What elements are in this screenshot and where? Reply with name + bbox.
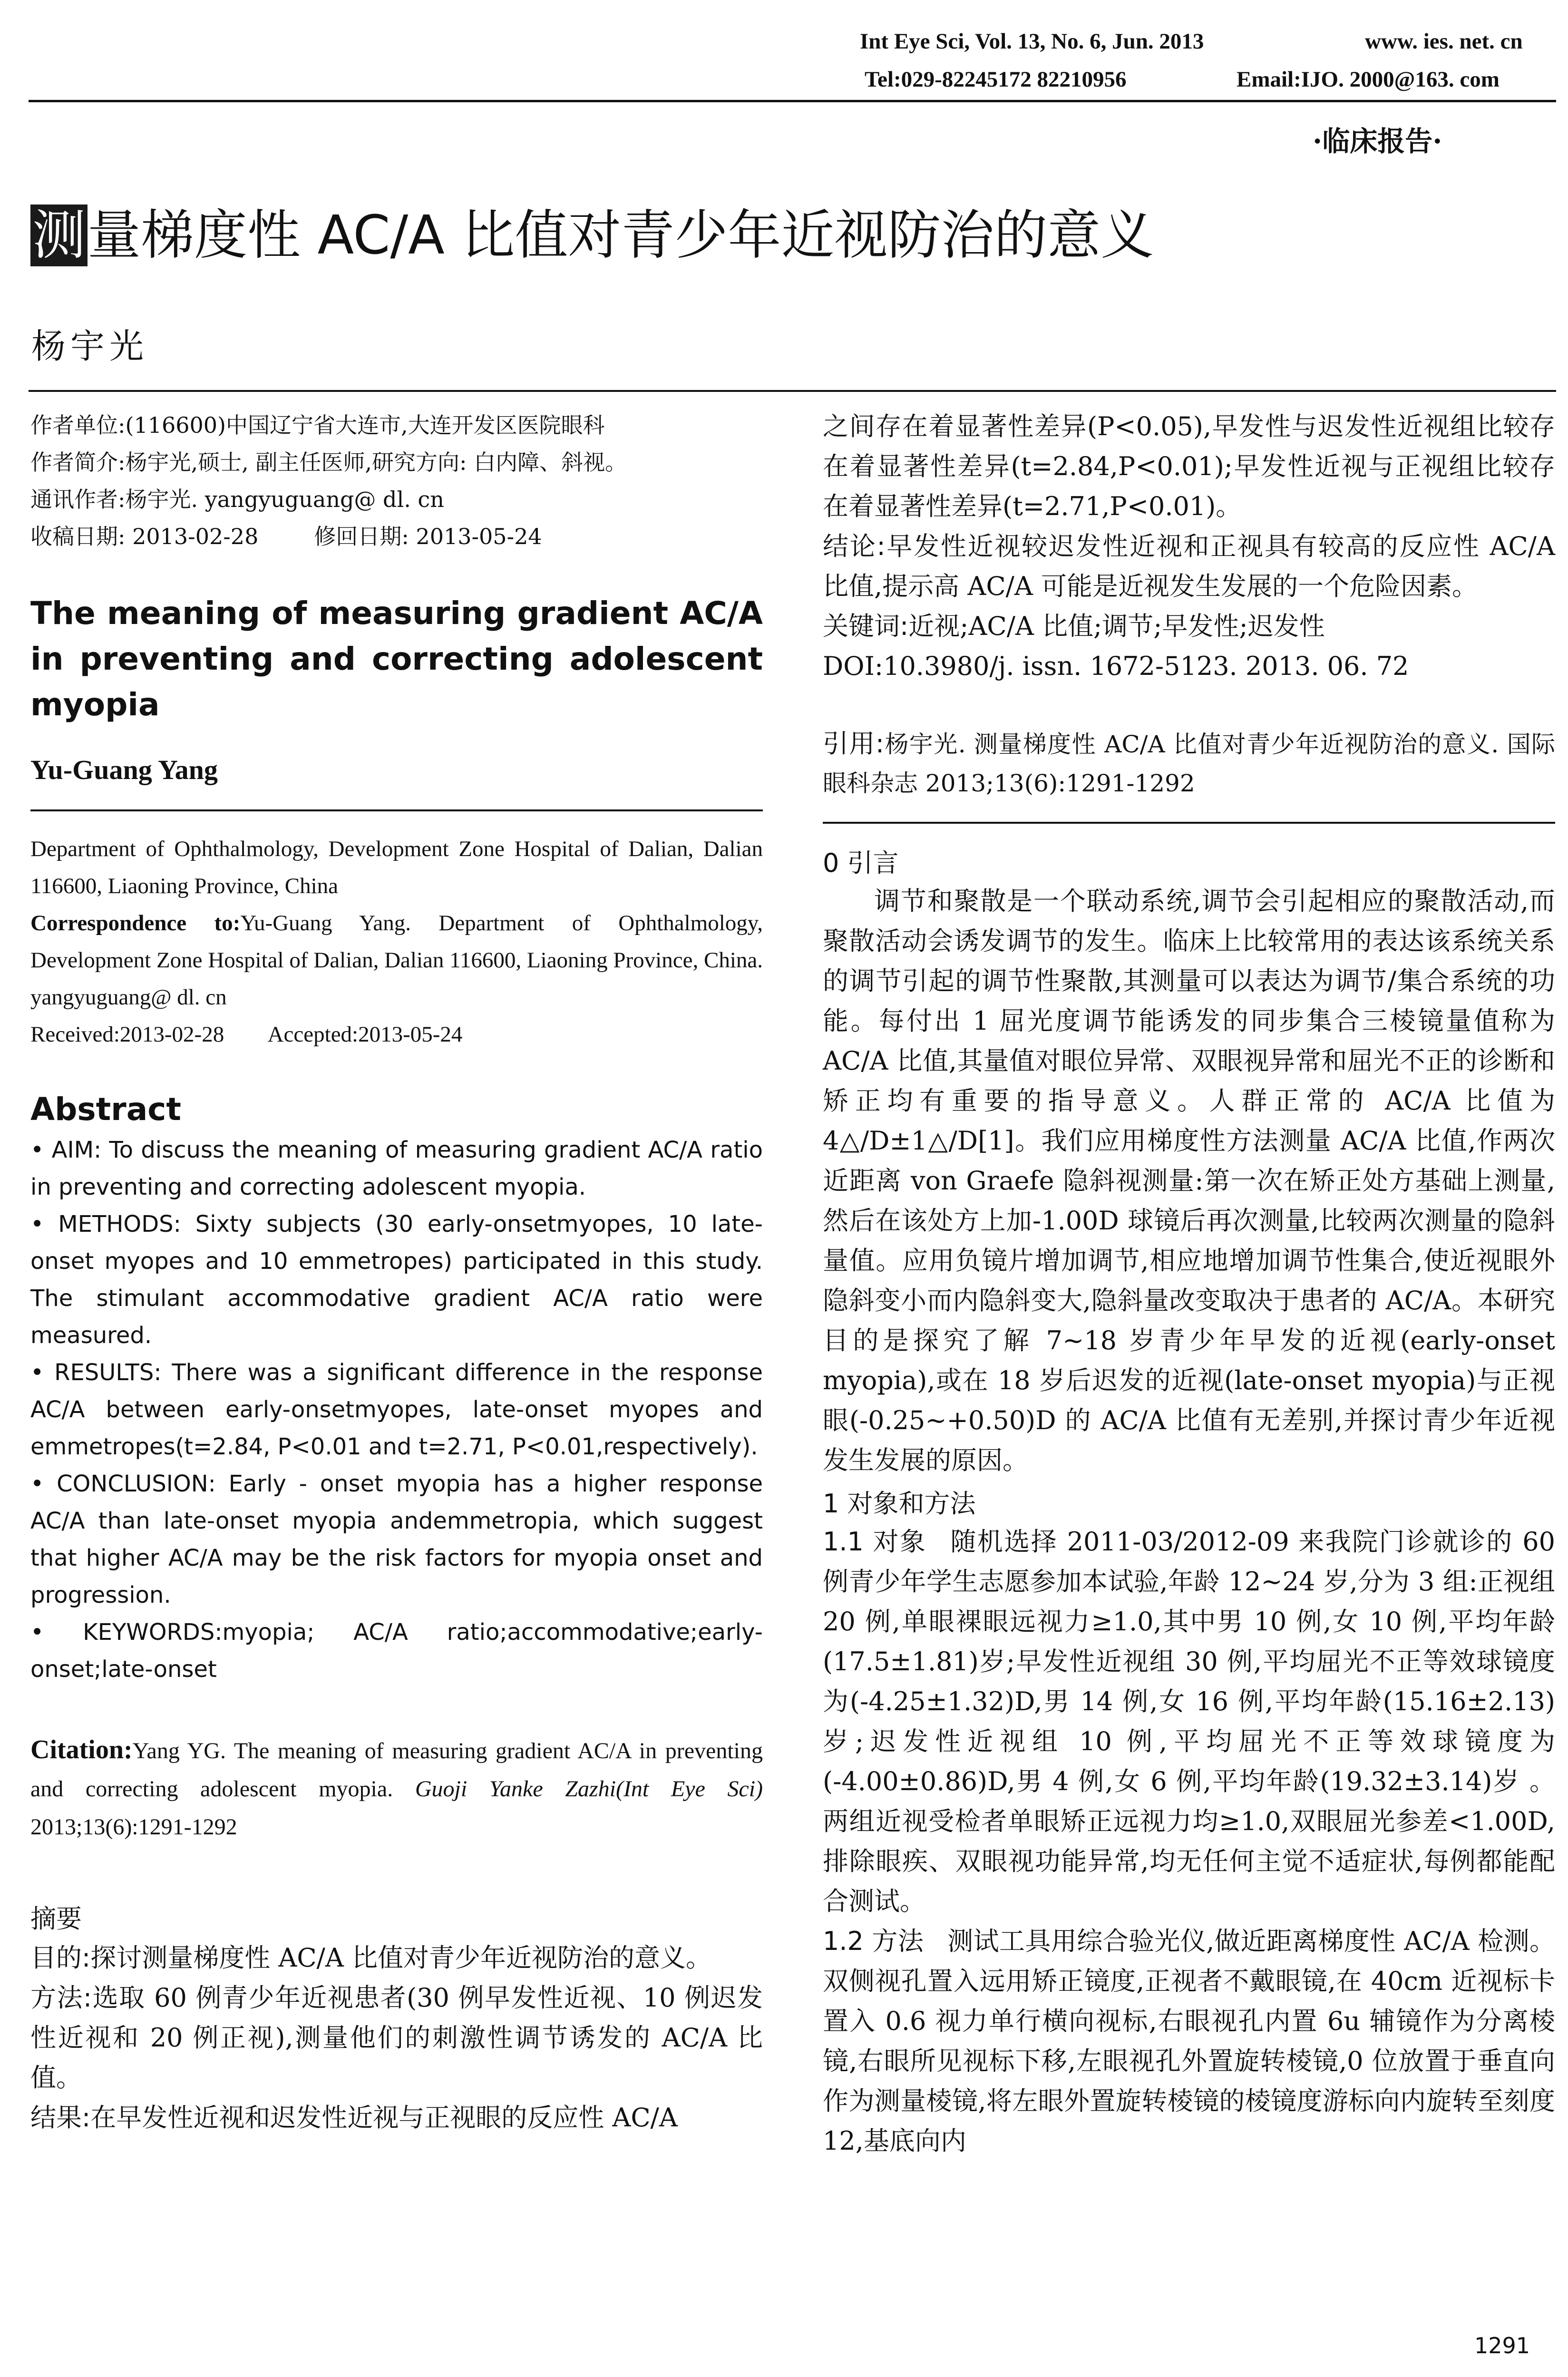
en-title: The meaning of measuring gradient AC/A in preventing and correcting adolescent myopia: [30, 595, 763, 723]
jielun-text: 早发性近视较迟发性近视和正视具有较高的反应性 AC/A 比值,提示高 AC/A 可能是近视发生发展的一个危险因素。: [823, 531, 1555, 601]
section-1-heading: 1 对象和方法: [823, 1489, 976, 1519]
journal-info: Int Eye Sci, Vol. 13, No. 6, Jun. 2013: [860, 29, 1204, 54]
en-author: Yu-Guang Yang: [30, 754, 218, 785]
sec12-text: 测试工具用综合验光仪,做近距离梯度性 AC/A 检测。双侧视孔置入远用矫正镜度,正视者不戴眼镜,在 40cm 近视标卡置入 0.6 视力单行横向视标,右眼视孔内置 6u 辅镜作为分离棱镜,右眼所见视标下移,左眼视孔外置旋转棱镜,0 位放置于垂直向作为测量棱镜,将左眼外置旋转棱镜的棱镜度游标向内旋转至刻度 12,基底向内: [823, 1926, 1556, 2156]
jieguo-label: 结果:: [30, 2103, 91, 2133]
citation-en: [30, 1731, 763, 1846]
affiliation-en: [30, 830, 763, 1053]
methods-paragraph: [823, 1921, 1555, 2161]
citation-journal: Guoji Yanke Zazhi(Int Eye Sci): [415, 1776, 763, 1802]
title-text: 量梯度性 AC/A 比值对青少年近视防治的意义: [88, 205, 1154, 266]
correspondence-en: [30, 905, 763, 1016]
mudi-text: 探讨测量梯度性 AC/A 比值对青少年近视防治的意义。: [90, 1943, 712, 1973]
abstract-results: • RESULTS: There was a significant difference in the response AC/A between early-onsetmyopes, late-onset myopes and emmetropes(t=2.84, P<0.01 and t=2.71, P<0.01,respectively).: [30, 1359, 763, 1460]
received-accepted: Received:2013-02-28 Accepted:2013-05-24: [30, 1022, 463, 1047]
yinyong-label: 引用:: [823, 729, 885, 759]
fangfa-text: 选取 60 例青少年近视患者(30 例早发性近视、10 例迟发性近视和 20 例正视),测量他们的刺激性调节诱发的 AC/A 比值。: [30, 1983, 763, 2093]
journal-email: Email:IJO. 2000@163. com: [1237, 67, 1500, 92]
yinyong-text: 杨宇光. 测量梯度性 AC/A 比值对青少年近视防治的意义. 国际眼科杂志 2013;13(6):1291-1292: [823, 731, 1555, 797]
right-column: [823, 407, 1555, 2161]
sec12-label: 1.2 方法: [823, 1926, 924, 1956]
jieguo-text: 在早发性近视和迟发性近视与正视眼的反应性 AC/A: [90, 2103, 678, 2133]
journal-website: www. ies. net. cn: [1365, 29, 1523, 54]
keywords-cn: [823, 606, 1555, 646]
mudi-label: 目的:: [30, 1943, 91, 1973]
jielun-label: 结论:: [823, 531, 886, 561]
author-rule: [29, 390, 1556, 392]
abstract-keywords: • KEYWORDS:myopia; AC/A ratio;accommodative;early-onset;late-onset: [30, 1619, 763, 1683]
citation-text: Yang YG. The meaning of measuring gradient AC/A in preventing and correcting adolescent myopia.: [30, 1738, 763, 1802]
zhaiyao-body: [30, 1938, 763, 2138]
subjects-paragraph: [823, 1522, 1555, 1921]
section-label: ·临床报告·: [1313, 125, 1442, 157]
left-column: [30, 407, 763, 2138]
intro-paragraph: 调节和聚散是一个联动系统,调节会引起相应的聚散活动,而聚散活动会诱发调节的发生。临床上比较常用的表达该系统关系的调节引起的调节性聚散,其测量可以表达为调节/集合系统的功能。每付出 1 屈光度调节能诱发的同步集合三棱镜量值称为 AC/A 比值,其量值对眼位异常、双眼视异常和屈光不正的诊断和矫正均有重要的指导意义。人群正常的 AC/A 比值为 4△/D±1△/D[1]。我们应用梯度性方法测量 AC/A 比值,作两次近距离 von Graefe 隐斜视测量:第一次在矫正处方基础上测量,然后在该处方上加-1.00D 球镜后再次测量,比较两次测量的隐斜量值。应用负镜片增加调节,相应地增加调节性集合,使近视眼外隐斜变小而内隐斜变大,隐斜量改变取决于患者的 AC/A。本研究目的是探究了解 7~18 岁青少年早发的近视(early-onset myopia),或在 18 岁后迟发的近视(late-onset myopia)与正视眼(-0.25~+0.50)D 的 AC/A 比值有无差别,并探讨青少年近视发生发展的原因。: [823, 886, 1555, 1475]
header-rule: [29, 100, 1556, 102]
page-number: 1291: [1474, 2333, 1530, 2358]
author-cn: 杨宇光: [31, 326, 149, 366]
fangfa-label: 方法:: [30, 1983, 92, 2013]
citation-tail: 2013;13(6):1291-1292: [30, 1814, 237, 1840]
abstract-body: [30, 1131, 763, 1688]
dates-cn: 收稿日期: 2013-02-28 修回日期: 2013-05-24: [30, 524, 542, 549]
abstract-conclusion: • CONCLUSION: Early - onset myopia has a higher response AC/A than late-onset myopia andemmetropia, which suggest that higher AC/A may be the risk factors for myopia onset and progression.: [30, 1471, 763, 1608]
sec11-text: 随机选择 2011-03/2012-09 来我院门诊就诊的 60 例青少年学生志愿参加本试验,年龄 12~24 岁,分为 3 组:正视组 20 例,单眼裸眼远视力≥1.0,其中男 10 例,女 10 例,平均年龄(17.5±1.81)岁;早发性近视组 30 例,平均屈光不正等效球镜度为(-4.25±1.32)D,男 14 例,女 16 例,平均年龄(15.16±2.13)岁;迟发性近视组 10 例,平均屈光不正等效球镜度为(-4.00±0.86)D,男 4 例,女 6 例,平均年龄(19.32±3.14)岁 。两组近视受检者单眼矫正远视力均≥1.0,双眼屈光参差<1.00D,排除眼疾、双眼视功能异常,均无任何主觉不适症状,每例都能配合测试。: [823, 1527, 1555, 1916]
citation-rule: [823, 822, 1555, 824]
keywords-text: 近视;AC/A 比值;调节;早发性;迟发性: [908, 611, 1325, 641]
correspondence-label: Correspondence to:: [30, 911, 241, 935]
abstract-methods: • METHODS: Sixty subjects (30 early-onsetmyopes, 10 late-onset myopes and 10 emmetropes) participated in this study. The stimulant accommodative gradient AC/A ratio were measured.: [30, 1211, 763, 1349]
sec11-label: 1.1 对象: [823, 1527, 927, 1557]
author-affiliation: 作者单位:(116600)中国辽宁省大连市,大连开发区医院眼科: [30, 412, 605, 438]
abstract-heading: Abstract: [30, 1091, 181, 1128]
author-info: [30, 407, 763, 555]
en-author-rule: [30, 809, 763, 811]
journal-tel: Tel:029-82245172 82210956: [865, 67, 1127, 92]
author-bio: 作者简介:杨宇光,硕士, 副主任医师,研究方向: 白内障、斜视。: [30, 449, 627, 475]
section-0-body: [823, 881, 1555, 1481]
page-title: [30, 205, 1154, 266]
keywords-label: 关键词:: [823, 611, 909, 641]
results-continued: 之间存在着显著性差异(P<0.05),早发性与迟发性近视组比较存在着显著性差异(t=2.84,P<0.01);早发性近视与正视组比较存在着显著性差异(t=2.71,P<0.01)。: [823, 411, 1555, 521]
citation-label: Citation:: [30, 1735, 133, 1764]
title-first-char: 测: [30, 205, 88, 266]
correspondence-text: Yu-Guang Yang. Department of Ophthalmology, Development Zone Hospital of Dalian, Dalian 116600, Liaoning Province, China. yangyuguang@ dl. cn: [30, 911, 763, 1010]
section-0-heading: 0 引言: [823, 848, 899, 878]
section-1-body: [823, 1522, 1555, 2161]
zhaiyao-mudi: [30, 1938, 763, 1978]
abstract-aim: • AIM: To discuss the meaning of measuring gradient AC/A ratio in preventing and correcting adolescent myopia.: [30, 1137, 763, 1200]
department-en: Department of Ophthalmology, Development Zone Hospital of Dalian, Dalian 116600, Liaoning Province, China: [30, 837, 763, 898]
zhaiyao-jielun: [823, 526, 1555, 606]
zhaiyao-heading: 摘要: [30, 1904, 82, 1934]
zhaiyao-jieguo: [30, 2098, 763, 2138]
citation-cn: [823, 724, 1555, 803]
abstract-cn-continued: [823, 407, 1555, 686]
corresponding-author: 通讯作者:杨宇光. yangyuguang@ dl. cn: [30, 487, 444, 512]
zhaiyao-fangfa: [30, 1978, 763, 2098]
doi: DOI:10.3980/j. issn. 1672-5123. 2013. 06. 72: [823, 651, 1409, 681]
